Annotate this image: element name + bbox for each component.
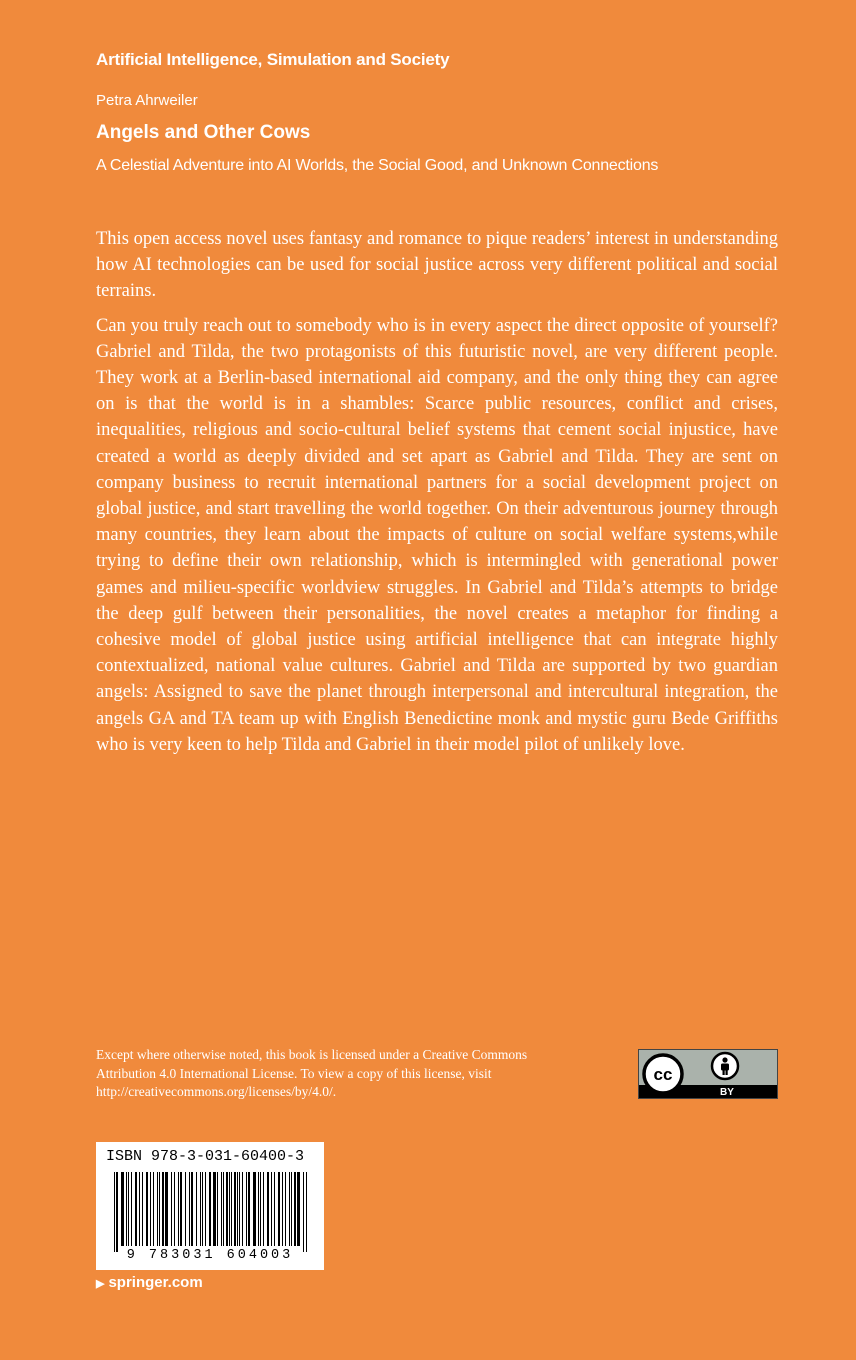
barcode-bar (171, 1172, 172, 1246)
barcode-bar (209, 1172, 211, 1246)
barcode-bar (217, 1172, 218, 1246)
barcode-bar (174, 1172, 175, 1246)
barcode-bar (205, 1172, 206, 1246)
barcode-bar (131, 1172, 132, 1246)
barcode-bar (196, 1172, 197, 1246)
barcode-bar (271, 1172, 272, 1246)
barcode-bar (200, 1172, 201, 1246)
barcode-bar (116, 1172, 118, 1252)
barcode-bar (237, 1172, 238, 1246)
barcode-bar (150, 1172, 151, 1246)
barcode-bar (282, 1172, 283, 1246)
barcode-bar (180, 1172, 182, 1246)
barcode-bar (162, 1172, 164, 1246)
blurb (96, 226, 778, 766)
isbn-barcode (96, 1142, 324, 1270)
barcode-bar (223, 1172, 224, 1246)
barcode-bar (289, 1172, 290, 1246)
barcode-bar (274, 1172, 275, 1246)
barcode-bar (246, 1172, 247, 1246)
barcode-bar (126, 1172, 127, 1246)
publisher-link[interactable] (96, 1274, 203, 1291)
barcode-bar (128, 1172, 129, 1246)
attribution-person-icon (712, 1053, 738, 1079)
isbn-label: ISBN 978-3-031-60400-3 (106, 1148, 305, 1165)
cc-icon (644, 1055, 682, 1093)
license-notice: Except where otherwise noted, this book is licensed under a Creative Commons Attribution 4.0 International License. To view a copy of this license, visit http://creativecommons.org/licenses/by/4.0/. (96, 1047, 528, 1099)
barcode-bar (135, 1172, 137, 1246)
barcode-bar (157, 1172, 158, 1246)
barcode-bar (142, 1172, 143, 1246)
barcode-bar (202, 1172, 203, 1246)
barcode-bar (242, 1172, 243, 1246)
blurb-paragraph-2: Can you truly reach out to somebody who is in every aspect the direct opposite of yourself? Gabriel and Tilda, the two protagonists of this futuristic novel, are very different people. They work at a Berlin-based international aid company, and the only thing they can agree on is that the world is in a shambles: Scarce public resources, conflict and crises, inequalities, religious and socio-cultural belief systems that cement social injustice, have created a world as deeply divided and set apart as Gabriel and Tilda. They are sent on company business to recruit international partners for a social development project on global justice, and start travelling the world together. On their adventurous journey through many countries, they learn about the impacts of culture on social welfare systems,while trying to define their own relationship, which is intermingled with generational power games and milieu-specific worldview struggles. In Gabriel and Tilda’s attempts to bridge the deep gulf between their personalities, the novel creates a metaphor for finding a cohesive model of global justice using artificial intelligence that can integrate highly contextualized, national value cultures. Gabriel and Tilda are supported by two guardian angels: Assigned to save the planet through interpersonal and intercultural integration, the angels GA and TA team up with English Benedictine monk and mystic guru Bede Griffiths who is very keen to help Tilda and Gabriel in their model pilot of unlikely love. (96, 315, 778, 755)
barcode-bar (231, 1172, 232, 1246)
barcode-bar (248, 1172, 250, 1246)
barcode-bar (285, 1172, 286, 1246)
barcode-bar (226, 1172, 228, 1246)
barcode-digits: 9 783031 604003 (126, 1248, 294, 1263)
book-subtitle: A Celestial Adventure into AI Worlds, the Social Good, and Unknown Connections (96, 157, 659, 174)
cc-label: cc (653, 1065, 673, 1084)
barcode-bar (303, 1172, 304, 1252)
series-title: Artificial Intelligence, Simulation and Society (96, 50, 450, 69)
barcode-bar (153, 1172, 154, 1246)
barcode-bar (267, 1172, 269, 1246)
by-label: BY (720, 1087, 734, 1098)
barcode-bar (189, 1172, 190, 1246)
arrow-icon: ▶ (96, 1278, 105, 1290)
barcode-bar (260, 1172, 261, 1246)
barcode-bar (278, 1172, 280, 1246)
barcode-bar (139, 1172, 140, 1246)
barcode-bar (291, 1172, 292, 1246)
barcode-bar (306, 1172, 307, 1252)
barcode-bar (294, 1172, 296, 1246)
barcode-bar (165, 1172, 168, 1246)
barcode-bar (146, 1172, 148, 1246)
barcode-bar (114, 1172, 115, 1252)
cc-by-badge[interactable] (638, 1049, 778, 1099)
publisher-link-text[interactable]: springer.com (108, 1274, 203, 1291)
barcode-bar (213, 1172, 216, 1246)
barcode-bar (253, 1172, 256, 1246)
barcode-bar (297, 1172, 300, 1246)
barcode-bar (221, 1172, 222, 1246)
barcode-bar (263, 1172, 264, 1246)
barcode-bar (178, 1172, 179, 1246)
barcode-bar (234, 1172, 236, 1246)
blurb-paragraph-1: This open access novel uses fantasy and romance to pique readers’ interest in understanding how AI technologies can be used for social justice across very different political and social terrains. (96, 229, 778, 302)
barcode-bar (191, 1172, 193, 1246)
barcode-bar (229, 1172, 230, 1246)
barcode-bar (239, 1172, 240, 1246)
barcode-bar (121, 1172, 124, 1246)
author-name: Petra Ahrweiler (96, 92, 198, 109)
barcode-bar (185, 1172, 186, 1246)
barcode-bar (258, 1172, 259, 1246)
barcode-bar (159, 1172, 160, 1246)
book-title: Angels and Other Cows (96, 122, 311, 143)
